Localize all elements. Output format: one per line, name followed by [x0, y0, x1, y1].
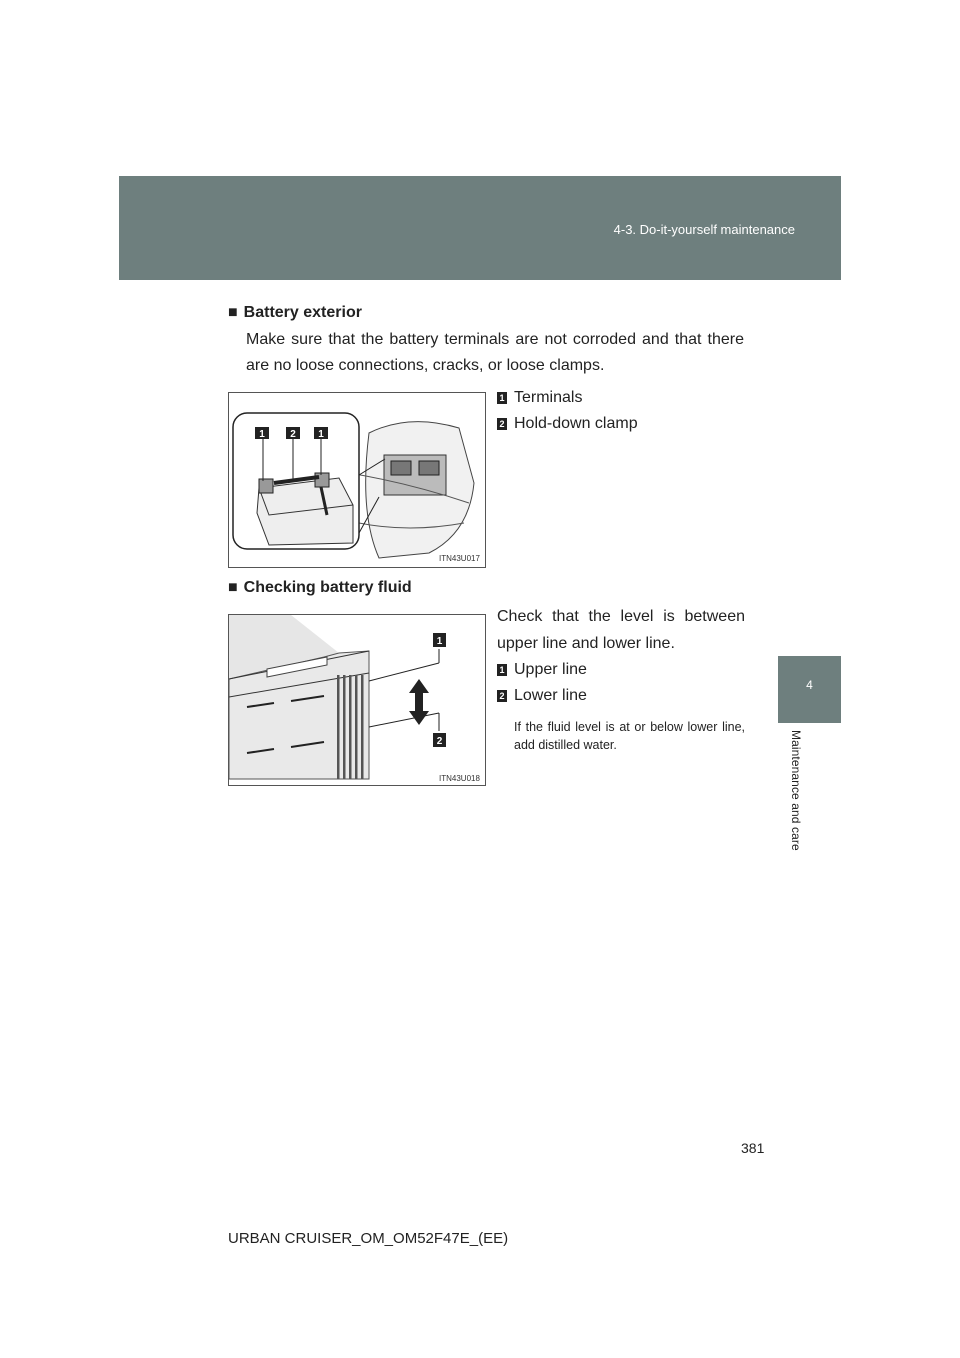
legend-label: Upper line: [514, 661, 587, 678]
figure-callout-lower-label: 2: [436, 736, 443, 747]
figure-code: ITN43U018: [439, 774, 480, 783]
legend-item-hold-down-clamp: [497, 415, 638, 433]
battery-fluid-heading: [228, 579, 412, 597]
battery-exterior-illustration: [229, 393, 485, 567]
battery-fluid-figure: [228, 614, 486, 786]
figure-callout-2-label: 2: [290, 429, 296, 440]
battery-exterior-title: Battery exterior: [243, 304, 362, 321]
chapter-number: 4: [806, 678, 813, 692]
legend-item-terminals: [497, 389, 582, 407]
section-title: 4-3. Do-it-yourself maintenance: [613, 222, 795, 237]
legend-item-lower-line: [497, 687, 587, 705]
header-band: [119, 176, 841, 280]
legend-badge: 1: [497, 392, 507, 404]
battery-fluid-illustration: [229, 615, 485, 785]
chapter-label: Maintenance and care: [789, 730, 803, 851]
document-id: URBAN CRUISER_OM_OM52F47E_(EE): [228, 1230, 509, 1247]
battery-fluid-body: Check that the level is between upper line and lower line.: [497, 608, 745, 652]
legend-badge: 2: [497, 418, 507, 430]
battery-fluid-note: If the fluid level is at or below lower line, add distilled water.: [514, 720, 745, 752]
figure-code: ITN43U017: [439, 554, 480, 563]
legend-label: Terminals: [514, 389, 583, 406]
legend-badge: 1: [497, 664, 507, 676]
figure-callout-upper-label: 1: [436, 636, 443, 647]
chapter-tab: [778, 656, 841, 723]
legend-item-upper-line: [497, 661, 587, 679]
legend-label: Hold-down clamp: [514, 415, 638, 432]
bullet-square: ■: [228, 304, 238, 321]
battery-exterior-figure: [228, 392, 486, 568]
legend-badge: 2: [497, 690, 507, 702]
page-number: 381: [741, 1140, 765, 1156]
battery-exterior-body: Make sure that the battery terminals are not corroded and that there are no loose connections, cracks, or loose clamps.: [246, 331, 744, 374]
legend-label: Lower line: [514, 687, 587, 704]
battery-exterior-heading: [228, 304, 362, 322]
figure-callout-1a-label: 1: [259, 429, 265, 440]
battery-fluid-title: Checking battery fluid: [243, 579, 412, 596]
figure-callout-1b-label: 1: [318, 429, 324, 440]
bullet-square: ■: [228, 579, 238, 596]
